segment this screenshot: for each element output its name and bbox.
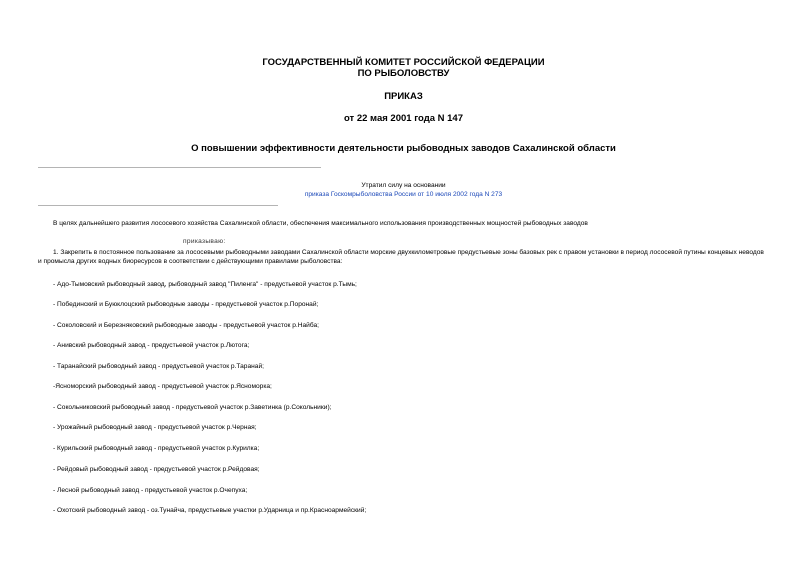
list-item: - Анивский рыбоводный завод - предустьевой участок р.Лютога; — [53, 342, 250, 349]
org-name-line1: ГОСУДАРСТВЕННЫЙ КОМИТЕТ РОССИЙСКОЙ ФЕДЕРАЦИИ — [262, 57, 545, 68]
intro-paragraph: В целях дальнейшего развития лососевого хозяйства Сахалинской области, обеспечения максимального использования производственных мощностей рыбоводных заводов — [53, 220, 588, 227]
list-item: - Соколовский и Березняковский рыбоводные заводы - предустьевой участок р.Найба; — [53, 322, 319, 329]
list-item: - Адо-Тымовский рыбоводный завод, рыбоводный завод "Пиленга" - предустьевой участок р.Тымь; — [53, 281, 357, 288]
list-item: - Побединский и Буюклоцский рыбоводные заводы - предустьевой участок р.Поронай; — [53, 301, 319, 308]
org-name-line2: ПО РЫБОЛОВСТВУ — [357, 68, 450, 79]
repeal-order-link[interactable]: приказа Госкомрыболовства России от 10 июля 2002 года N 273 — [304, 191, 503, 198]
list-item: - Охотский рыбоводный завод - оз.Тунайча, предустьевые участки р.Ударница и пр.Красноармейский; — [53, 507, 367, 514]
order-word: приказываю: — [183, 238, 226, 245]
list-item: - Рейдовый рыбоводный завод - предустьевой участок р.Рейдовая; — [53, 466, 260, 473]
list-item: - Лесной рыбоводный завод - предустьевой участок р.Очепуха; — [53, 487, 248, 494]
list-item: - Сокольниковский рыбоводный завод - предустьевой участок р.Заветинка (р.Сокольники); — [53, 404, 332, 411]
list-item: - Курильский рыбоводный завод - предустьевой участок р.Курилка; — [53, 445, 260, 452]
list-item: - Урожайный рыбоводный завод - предустьевой участок р.Черная; — [53, 424, 257, 431]
lost-force-note: Утратил силу на основании — [361, 182, 446, 189]
document-type: ПРИКАЗ — [384, 91, 423, 102]
list-item: -Ясноморский рыбоводный завод - предустьевой участок р.Ясноморка; — [53, 383, 272, 390]
item-1-text: 1. Закрепить в постоянное пользование за лососевыми рыбоводными заводами Сахалинской области морские двухкилометровые предустьевые зоны базовых рек с правом установки в период лососевой путины концевых неводов и промысла других водных биоресурсов в соответствии с действующими правилами рыболовства: — [38, 249, 764, 265]
list-item: - Таранайский рыбоводный завод - предустьевой участок р.Таранай; — [53, 363, 264, 370]
item-1-paragraph — [38, 248, 768, 266]
document-title: О повышении эффективности деятельности рыбоводных заводов Сахалинской области — [191, 143, 616, 154]
document-date: от 22 мая 2001 года N 147 — [343, 113, 464, 124]
top-divider — [38, 167, 321, 168]
status-divider — [38, 205, 278, 206]
